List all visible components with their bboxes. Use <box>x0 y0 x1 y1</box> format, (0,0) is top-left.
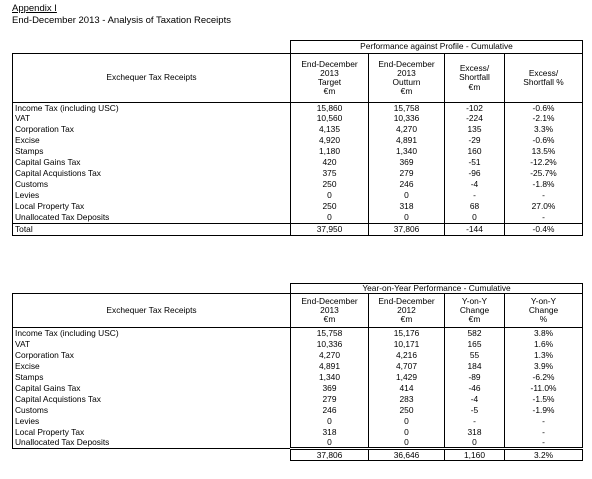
row-label: Stamps <box>13 372 291 383</box>
performance-against-profile-table <box>12 40 583 236</box>
header-line: €m <box>400 86 413 97</box>
row-label: Customs <box>13 405 291 416</box>
year-on-year-table <box>12 283 583 461</box>
table-row <box>13 427 583 438</box>
value-cell: 375 <box>291 169 369 180</box>
value-cell: - <box>505 416 583 427</box>
corner-blank <box>13 41 291 54</box>
value-cell: 4,270 <box>369 125 445 136</box>
table1-total-cell: 37,806 <box>369 224 445 236</box>
value-cell: 318 <box>369 202 445 213</box>
table1-row-header: Exchequer Tax Receipts <box>13 54 291 103</box>
row-label: Unallocated Tax Deposits <box>13 213 291 224</box>
table-row <box>13 169 583 180</box>
value-cell: 0 <box>369 416 445 427</box>
corner-blank <box>13 284 291 294</box>
value-cell: 250 <box>369 405 445 416</box>
header-line: Outturn <box>392 77 421 87</box>
table-row <box>13 147 583 158</box>
value-cell: 10,336 <box>369 114 445 125</box>
value-cell: 184 <box>445 361 505 372</box>
table2-total-cell: 3.2% <box>505 449 583 461</box>
table-row <box>13 213 583 224</box>
table-row <box>13 350 583 361</box>
table-row <box>13 202 583 213</box>
value-cell: -224 <box>445 114 505 125</box>
value-cell: 279 <box>291 394 369 405</box>
table-row <box>13 372 583 383</box>
header-line: 2012 <box>397 305 416 316</box>
value-cell: 4,891 <box>291 361 369 372</box>
value-cell: -25.7% <box>505 169 583 180</box>
table-row <box>13 405 583 416</box>
header-line: Y-on-Y <box>461 295 488 306</box>
table1-col-header <box>369 54 445 103</box>
value-cell: 414 <box>369 383 445 394</box>
row-label: Capital Acquistions Tax <box>13 169 291 180</box>
header-line: Shortfall <box>459 72 490 83</box>
table-row <box>13 114 583 125</box>
value-cell: 27.0% <box>505 202 583 213</box>
table2-row-header: Exchequer Tax Receipts <box>13 294 291 328</box>
header-line: Y-on-Y <box>530 295 557 306</box>
value-cell: - <box>445 191 505 202</box>
table1-total-cell: -0.4% <box>505 224 583 236</box>
row-label: Excise <box>13 361 291 372</box>
table2-total-cell: 1,160 <box>445 449 505 461</box>
row-label: Excise <box>13 136 291 147</box>
value-cell: 3.9% <box>505 361 583 372</box>
value-cell: 0 <box>369 213 445 224</box>
value-cell: - <box>445 416 505 427</box>
header-line: €m <box>468 314 481 325</box>
row-label: Income Tax (including USC) <box>13 328 291 339</box>
value-cell: -5 <box>445 405 505 416</box>
row-label: VAT <box>13 114 291 125</box>
row-label: Stamps <box>13 147 291 158</box>
table-row <box>13 136 583 147</box>
value-cell: -0.6% <box>505 103 583 114</box>
row-label: VAT <box>13 339 291 350</box>
header-line: End-December <box>301 295 358 306</box>
table-row <box>13 103 583 114</box>
value-cell: 250 <box>291 180 369 191</box>
value-cell: 318 <box>291 427 369 438</box>
value-cell: 10,560 <box>291 114 369 125</box>
value-cell: 0 <box>291 213 369 224</box>
value-cell: 1,340 <box>291 372 369 383</box>
value-cell: -2.1% <box>505 114 583 125</box>
header-line: Target <box>317 77 342 87</box>
row-label: Customs <box>13 180 291 191</box>
row-label: Unallocated Tax Deposits <box>13 438 291 449</box>
value-cell: - <box>505 191 583 202</box>
value-cell: 1,340 <box>369 147 445 158</box>
table1-total-cell: 37,950 <box>291 224 369 236</box>
table-row <box>13 328 583 339</box>
value-cell: 0 <box>369 438 445 449</box>
header-line: €m <box>323 86 336 97</box>
appendix-label: Appendix I <box>12 3 57 14</box>
table-row <box>13 180 583 191</box>
table-row <box>13 383 583 394</box>
header-line: Change <box>528 305 559 316</box>
value-cell: 15,176 <box>369 328 445 339</box>
value-cell: -6.2% <box>505 372 583 383</box>
value-cell: -89 <box>445 372 505 383</box>
table-row <box>13 416 583 427</box>
row-label: Local Property Tax <box>13 202 291 213</box>
table-row <box>13 361 583 372</box>
document-title: End-December 2013 - Analysis of Taxation Receipts <box>12 15 231 26</box>
header-line: €m <box>323 314 336 325</box>
header-line: % <box>539 314 548 325</box>
table2-col-header <box>505 294 583 328</box>
value-cell: 0 <box>291 191 369 202</box>
row-label: Capital Acquistions Tax <box>13 394 291 405</box>
value-cell: -1.9% <box>505 405 583 416</box>
value-cell: 160 <box>445 147 505 158</box>
header-line: End-December <box>378 58 435 69</box>
value-cell: 250 <box>291 202 369 213</box>
value-cell: 0 <box>445 438 505 449</box>
value-cell: 582 <box>445 328 505 339</box>
header-line: €m <box>468 81 481 92</box>
header-line: 2013 <box>397 67 416 78</box>
value-cell: 13.5% <box>505 147 583 158</box>
table1-total-label: Total <box>13 224 291 236</box>
table-row <box>13 394 583 405</box>
table1-total-cell: -144 <box>445 224 505 236</box>
header-line: 2013 <box>320 67 339 78</box>
value-cell: 4,216 <box>369 350 445 361</box>
header-line: Excess/ <box>459 63 490 74</box>
table-row <box>13 125 583 136</box>
value-cell: -11.0% <box>505 383 583 394</box>
value-cell: 15,758 <box>291 328 369 339</box>
value-cell: -4 <box>445 180 505 191</box>
table2-col-header <box>369 294 445 328</box>
value-cell: 10,336 <box>291 339 369 350</box>
value-cell: 15,758 <box>369 103 445 114</box>
header-line: End-December <box>301 58 358 69</box>
value-cell: 0 <box>445 213 505 224</box>
row-label: Capital Gains Tax <box>13 383 291 394</box>
value-cell: -46 <box>445 383 505 394</box>
value-cell: -1.8% <box>505 180 583 191</box>
value-cell: 165 <box>445 339 505 350</box>
value-cell: 4,135 <box>291 125 369 136</box>
value-cell: 55 <box>445 350 505 361</box>
header-line: Change <box>459 305 490 316</box>
row-label: Corporation Tax <box>13 125 291 136</box>
table1-col-header <box>445 54 505 103</box>
row-label: Income Tax (including USC) <box>13 103 291 114</box>
value-cell: - <box>505 213 583 224</box>
table1-col-header <box>291 54 369 103</box>
table2-col-header <box>445 294 505 328</box>
value-cell: 3.3% <box>505 125 583 136</box>
value-cell: 0 <box>291 416 369 427</box>
value-cell: 1.3% <box>505 350 583 361</box>
value-cell: -29 <box>445 136 505 147</box>
table-row <box>13 339 583 350</box>
value-cell: - <box>505 438 583 449</box>
value-cell: -0.6% <box>505 136 583 147</box>
row-label: Capital Gains Tax <box>13 158 291 169</box>
value-cell: 318 <box>445 427 505 438</box>
table-row <box>13 191 583 202</box>
value-cell: 10,171 <box>369 339 445 350</box>
value-cell: -51 <box>445 158 505 169</box>
row-label: Corporation Tax <box>13 350 291 361</box>
table-row <box>13 158 583 169</box>
header-line: End-December <box>378 295 435 306</box>
row-label: Local Property Tax <box>13 427 291 438</box>
value-cell: 135 <box>445 125 505 136</box>
table2-total-cell: 37,806 <box>291 449 369 461</box>
value-cell: -4 <box>445 394 505 405</box>
table1-group-header: Performance against Profile - Cumulative <box>291 41 583 54</box>
header-line: Excess/ <box>528 67 559 78</box>
value-cell: 0 <box>369 427 445 438</box>
table2-group-header: Year-on-Year Performance - Cumulative <box>291 284 583 294</box>
value-cell: 369 <box>291 383 369 394</box>
value-cell: 3.8% <box>505 328 583 339</box>
value-cell: 68 <box>445 202 505 213</box>
value-cell: 279 <box>369 169 445 180</box>
value-cell: 1,180 <box>291 147 369 158</box>
value-cell: 1,429 <box>369 372 445 383</box>
value-cell: 1.6% <box>505 339 583 350</box>
value-cell: 4,270 <box>291 350 369 361</box>
table2-total-cell: 36,646 <box>369 449 445 461</box>
row-label: Levies <box>13 191 291 202</box>
value-cell: 420 <box>291 158 369 169</box>
value-cell: -102 <box>445 103 505 114</box>
header-line: Shortfall % <box>523 77 564 87</box>
value-cell: 0 <box>369 191 445 202</box>
table2-total-label <box>13 449 291 461</box>
value-cell: 369 <box>369 158 445 169</box>
value-cell: 4,707 <box>369 361 445 372</box>
value-cell: -1.5% <box>505 394 583 405</box>
header-line: €m <box>400 314 413 325</box>
value-cell: 4,891 <box>369 136 445 147</box>
value-cell: -96 <box>445 169 505 180</box>
value-cell: 15,860 <box>291 103 369 114</box>
value-cell: - <box>505 427 583 438</box>
table-row <box>13 438 583 449</box>
value-cell: 0 <box>291 438 369 449</box>
value-cell: 283 <box>369 394 445 405</box>
value-cell: 246 <box>291 405 369 416</box>
value-cell: 246 <box>369 180 445 191</box>
header-line: 2013 <box>320 305 339 316</box>
value-cell: 4,920 <box>291 136 369 147</box>
row-label: Levies <box>13 416 291 427</box>
table2-col-header <box>291 294 369 328</box>
table1-col-header <box>505 54 583 103</box>
value-cell: -12.2% <box>505 158 583 169</box>
